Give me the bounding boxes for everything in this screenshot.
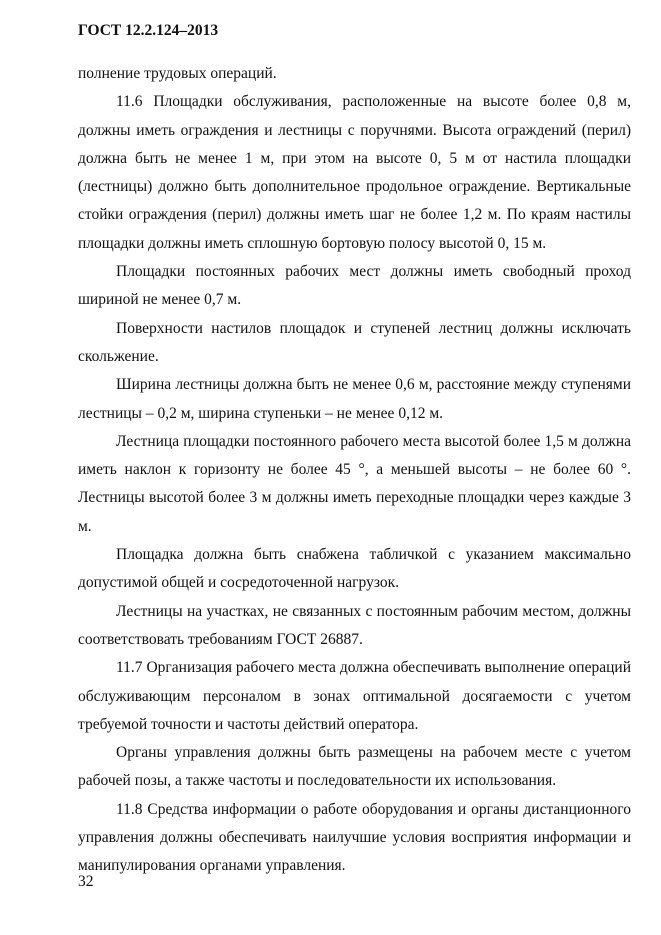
- document-header: ГОСТ 12.2.124–2013: [78, 22, 219, 39]
- paragraph-other-stairs: Лестницы на участках, не связанных с постоянным рабочим местом, должны соответствовать требованиям ГОСТ 26887.: [78, 602, 631, 648]
- paragraph-11-8: 11.8 Средства информации о работе оборудования и органы дистанционного управления должны обеспечивать наилучшие условия восприятия информации и манипулирования органами управления.: [78, 800, 631, 875]
- paragraph-11-7: 11.7 Организация рабочего места должна обеспечивать выполнение операций обслуживающим персоналом в зонах оптимальной досягаемости с учетом требуемой точности и частоты действий оператора.: [78, 659, 631, 733]
- paragraph-surfaces: Поверхности настилов площадок и ступеней лестниц должны исключать скольжение.: [78, 319, 631, 365]
- paragraph-stair-slope: Лестница площадки постоянного рабочего места высотой более 1,5 м должна иметь наклон к горизонту не более 45 °, а меньшей высоты – не более 60 °. Лестницы высотой более 3 м должны иметь переходные площадки через каждые 3 м.: [78, 432, 631, 535]
- paragraph-load-plate: Площадка должна быть снабжена табличкой с указанием максимально допустимой общей и сосредоточенной нагрузок.: [78, 546, 631, 592]
- paragraph-11-6: 11.6 Площадки обслуживания, расположенные на высоте более 0,8 м, должны иметь ограждения и лестницы с поручнями. Высота ограждений (перил) должна быть не менее 1 м, при этом на высоте 0, 5 м от настила площадки (лестницы) должно быть дополнительное продольное ограждение. Вертикальные стойки ограждения (перил) должны иметь шаг не более 1,2 м. По краям настилы площадки должны иметь сплошную бортовую полосу высотой 0, 15 м.: [78, 93, 631, 252]
- paragraph-stair-width: Ширина лестницы должна быть не менее 0,6 м, расстояние между ступенями лестницы – 0,2 м, ширина ступеньки – не менее 0,12 м.: [78, 376, 631, 422]
- paragraph-permanent-platforms: Площадки постоянных рабочих мест должны иметь свободный проход шириной не менее 0,7 м.: [78, 263, 631, 309]
- paragraph-continuation: полнение трудовых операций.: [78, 65, 277, 82]
- page-number: 32: [78, 873, 94, 890]
- paragraph-controls-placement: Органы управления должны быть размещены на рабочем месте с учетом рабочей позы, а также частоты и последовательности их использования.: [78, 744, 631, 790]
- document-body: [78, 60, 631, 881]
